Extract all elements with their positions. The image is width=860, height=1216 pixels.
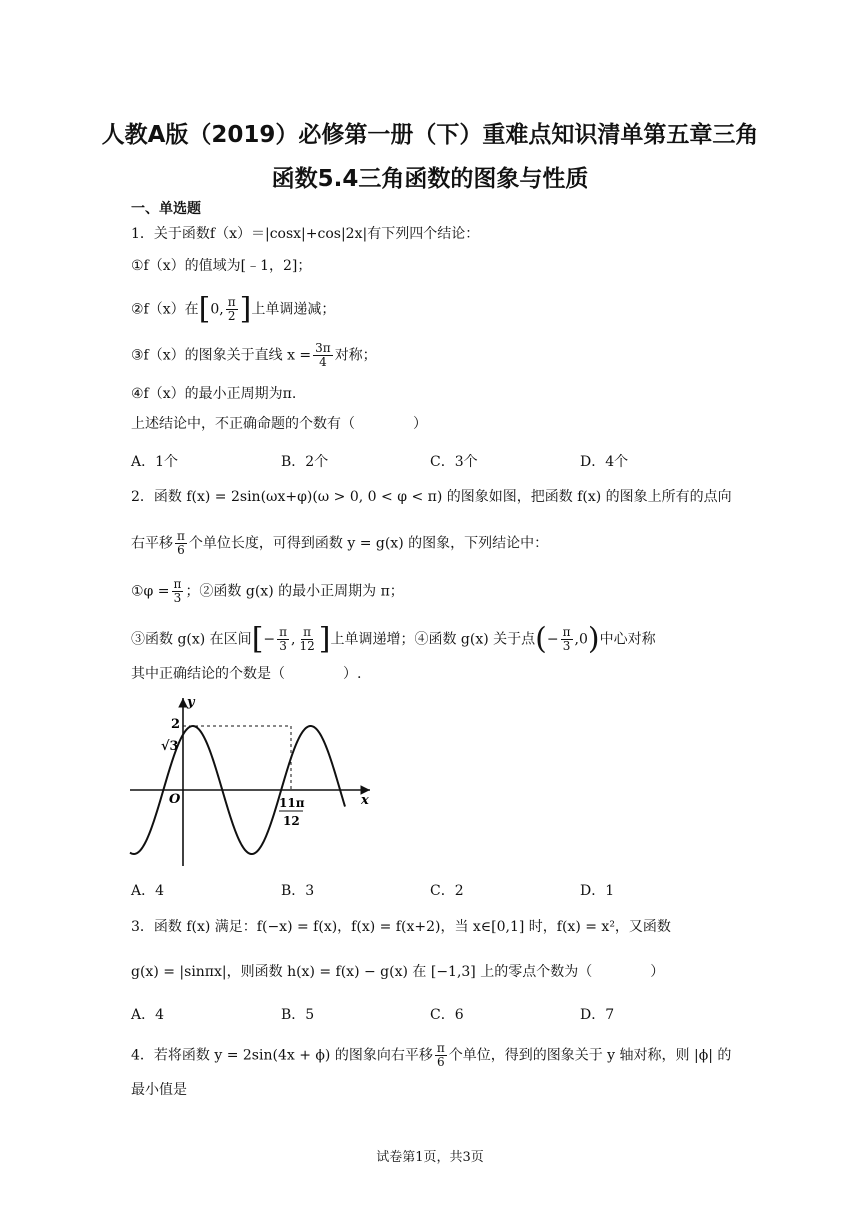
q1-statement-1: ①f（x）的值域为[﹣1，2]； [131,258,312,274]
q1-stem: 1．关于函数f（x）＝|cosx|+cos|2x|有下列四个结论： [131,226,480,242]
q1-option-a: A．1个 [131,454,179,470]
q1-fraction: $\frac{\pi}{2}$ [227,295,236,323]
q1-fraction-3pi4: $\frac{3\pi}{4}$ [315,341,331,369]
q2-option-d: D．1 [580,883,615,899]
q3-option-c: C．6 [430,1007,464,1023]
title-line-2: 函数5.4三角函数的图象与性质 [271,166,589,192]
q2-option-a: A．4 [131,883,165,899]
sqrt3-label: √3 [161,739,179,754]
q2-line-4: ③函数 g(x) 在区间[− $\frac{\pi}{3}$ , $\frac{\pi}{12}$ ]上单调递增；④函数 g(x) 关于点(− $\frac{\pi}{3}$ ,0)中心对称 [131,621,656,657]
q1-option-b: B．2个 [281,454,329,470]
x-tick-denominator: 12 [283,814,300,828]
x-tick-numerator: 11π [279,796,305,810]
q2-stem: 2．函数 f(x) = 2sin(ωx+φ)(ω > 0, 0 < φ < π) 的图象如图，把函数 f(x) 的图象上所有的点向 [131,489,732,505]
max-value-label: 2 [171,717,181,732]
y-axis-label: y [187,695,195,710]
page-footer: 试卷第1页，共3页 [376,1150,484,1165]
q4-line-1: 4．若将函数 y = 2sin(4x + ϕ) 的图象向右平移 $\frac{\pi}{6}$ 个单位，得到的图象关于 y 轴对称，则 |ϕ| 的 [131,1041,732,1069]
q1-statement-4: ④f（x）的最小正周期为π. [131,386,297,402]
q3-option-a: A．4 [131,1007,165,1023]
q3-line-1: 3．函数 f(x) 满足：f(−x) = f(x)，f(x) = f(x+2)，当 x∈[0,1] 时，f(x) = x²，又函数 [131,919,671,935]
title-line-1: 人教A版（2019）必修第一册（下）重难点知识清单第五章三角 [101,122,759,148]
q2-question: 其中正确结论的个数是（ ）. [131,666,362,682]
q1-statement-3: ③f（x）的图象关于直线 x = $\frac{3\pi}{4}$ 对称； [131,341,377,369]
q1-question: 上述结论中，不正确命题的个数有（ ） [131,416,427,432]
q2-option-c: C．2 [430,883,464,899]
q2-sine-graph [125,690,385,870]
q1-option-c: C．3个 [430,454,478,470]
q3-option-d: D．7 [580,1007,615,1023]
q1-statement-2: ②f（x）在[0, $\frac{\pi}{2}$ ]上单调递减； [131,291,336,327]
q2-line-2: 右平移 $\frac{\pi}{6}$ 个单位长度，可得到函数 y = g(x) 的图象，下列结论中： [131,529,549,557]
section-heading: 一、单选题 [131,201,201,217]
q3-line-2: g(x) = |sinπx|，则函数 h(x) = f(x) − g(x) 在 [−1,3] 上的零点个数为（ ） [131,964,665,980]
x-axis-label: x [361,793,369,808]
q4-line-2: 最小值是 [131,1082,187,1098]
q2-option-b: B．3 [281,883,315,899]
q2-line-3: ①φ = $\frac{\pi}{3}$ ；②函数 g(x) 的最小正周期为 π； [131,577,404,605]
q3-option-b: B．5 [281,1007,315,1023]
origin-label: O [169,792,181,807]
q1-option-d: D．4个 [580,454,629,470]
